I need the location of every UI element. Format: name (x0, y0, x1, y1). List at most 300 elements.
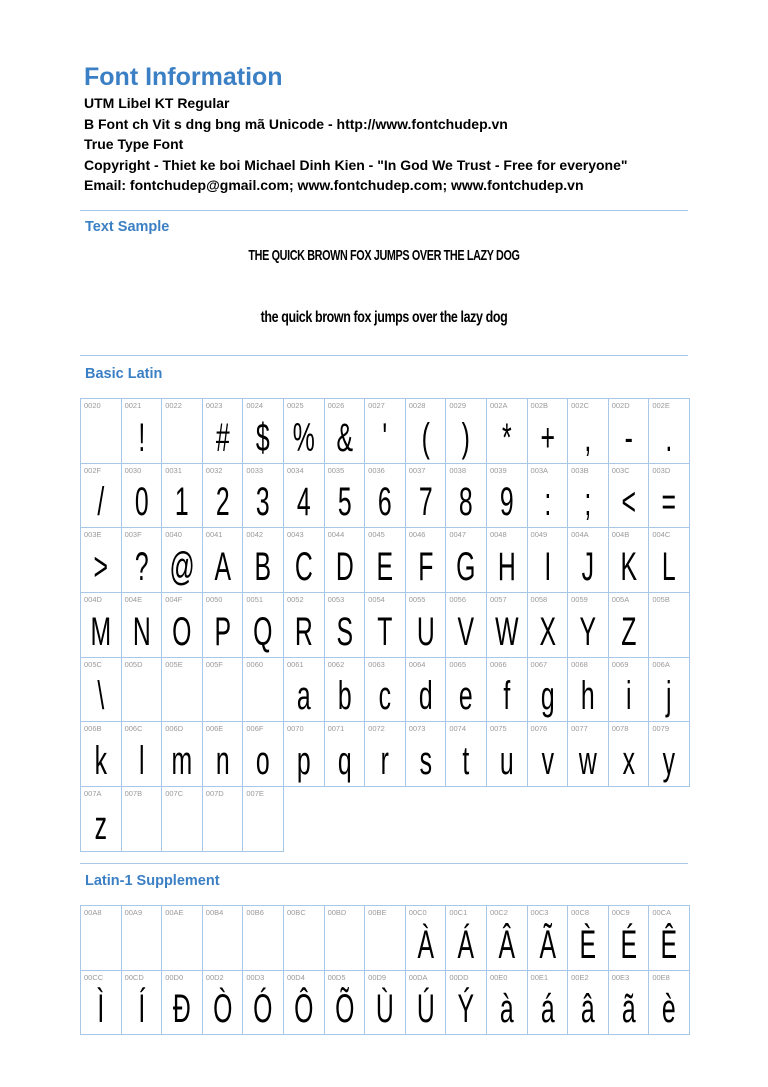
glyph-code: 00C3 (530, 908, 549, 917)
glyph-cell (406, 658, 447, 723)
glyph-char: - (624, 415, 633, 460)
glyph-char: T (377, 609, 393, 654)
glyph-cell (284, 528, 325, 593)
glyph-char: G (456, 545, 476, 590)
glyph-cell (122, 528, 163, 593)
font-name: UTM Libel KT Regular (84, 95, 230, 111)
glyph-char: U (416, 609, 435, 654)
glyph-code: 00D9 (368, 972, 387, 982)
glyph-code: 00A8 (84, 908, 102, 917)
glyph-code: 00CC (84, 972, 104, 982)
glyph-cell (243, 658, 284, 723)
glyph-code: 0026 (327, 401, 345, 410)
glyph-cell (446, 906, 487, 971)
glyph-cell (528, 464, 569, 529)
glyph-cell (649, 971, 690, 1036)
glyph-code: 004B (611, 530, 630, 540)
glyph-char: @ (169, 545, 195, 590)
glyph-char: K (620, 545, 637, 590)
glyph-code: 0031 (165, 465, 182, 475)
glyph-cell (446, 399, 487, 464)
glyph-cell (243, 787, 284, 852)
font-info-block (84, 93, 688, 196)
glyph-cell (528, 593, 569, 658)
glyph-code: 0040 (165, 530, 182, 540)
glyph-cell (528, 971, 569, 1036)
glyph-code: 003B (571, 465, 589, 475)
latin1-heading: Latin-1 Supplement (85, 873, 220, 889)
glyph-code: 0060 (246, 659, 264, 669)
glyph-code: 0035 (327, 465, 345, 475)
glyph-code: 003A (530, 465, 549, 475)
glyph-cell (122, 722, 163, 787)
glyph-char: s (419, 739, 432, 784)
glyph-char: à (499, 987, 514, 1032)
glyph-code: 0041 (205, 530, 223, 540)
glyph-cell (487, 464, 528, 529)
glyph-code: 0057 (489, 595, 507, 605)
glyph-code: 0061 (286, 659, 304, 669)
divider (80, 863, 688, 864)
glyph-code: 0032 (205, 465, 223, 475)
glyph-code: 0047 (449, 530, 467, 540)
glyph-cell (122, 971, 163, 1036)
glyph-cell (528, 722, 569, 787)
glyph-code: 005C (84, 659, 102, 669)
glyph-char: % (292, 415, 315, 460)
glyph-cell (365, 464, 406, 529)
glyph-cell (365, 722, 406, 787)
glyph-code: 005A (611, 595, 630, 605)
font-description: B Font ch Vit s dng bng mã Unicode - http://www.fontchudep.vn (84, 115, 508, 132)
glyph-cell (609, 464, 650, 529)
glyph-cell (649, 528, 690, 593)
glyph-cell (122, 906, 163, 971)
glyph-char: Ò (212, 987, 233, 1032)
glyph-code: 002A (489, 401, 508, 410)
glyph-code: 00BE (368, 908, 387, 917)
glyph-code: 0065 (449, 659, 467, 669)
glyph-char: ã (621, 987, 636, 1032)
glyph-cell (365, 906, 406, 971)
glyph-code: 005B (652, 595, 670, 605)
glyph-cell (487, 399, 528, 464)
glyph-char: o (256, 739, 271, 784)
glyph-cell (528, 399, 569, 464)
glyph-char: Â (498, 922, 516, 967)
glyph-char: y (662, 739, 676, 784)
glyph-code: 006C (124, 724, 143, 734)
glyph-cell (568, 722, 609, 787)
glyph-code: 004F (165, 595, 183, 605)
glyph-cell (609, 971, 650, 1036)
glyph-char: Đ (173, 987, 191, 1032)
glyph-code: 0042 (246, 530, 264, 540)
glyph-code: 0027 (368, 401, 385, 410)
text-sample-heading: Text Sample (85, 219, 170, 235)
glyph-char: J (581, 545, 595, 590)
glyph-code: 00CD (124, 972, 144, 982)
glyph-code: 0078 (611, 724, 629, 734)
glyph-char: w (578, 739, 597, 784)
glyph-char: Ù (375, 987, 394, 1032)
glyph-char: ' (382, 415, 388, 460)
glyph-code: 00D4 (286, 972, 305, 982)
glyph-code: 007C (165, 789, 184, 799)
glyph-code: 0029 (449, 401, 467, 410)
glyph-char: j (666, 674, 672, 719)
glyph-code: 0033 (246, 465, 264, 475)
glyph-char: E (376, 545, 394, 590)
glyph-char: a (296, 674, 311, 719)
glyph-code: 0039 (489, 465, 507, 475)
glyph-code: 0034 (286, 465, 304, 475)
glyph-char: v (541, 739, 554, 784)
glyph-cell (649, 593, 690, 658)
glyph-char: l (138, 739, 145, 784)
glyph-char: X (539, 609, 556, 654)
glyph-cell (203, 906, 244, 971)
glyph-char: È (579, 922, 597, 967)
glyph-cell (406, 464, 447, 529)
glyph-cell (446, 722, 487, 787)
glyph-cell (325, 399, 366, 464)
glyph-char: Í (137, 987, 145, 1032)
glyph-char: â (581, 987, 595, 1032)
glyph-cell (162, 399, 203, 464)
glyph-char: Ì (97, 987, 105, 1032)
glyph-char: 5 (337, 480, 352, 525)
glyph-code: 0045 (368, 530, 385, 540)
glyph-code: 0056 (449, 595, 467, 605)
glyph-code: 004C (652, 530, 671, 540)
glyph-cell (81, 528, 122, 593)
glyph-char: À (417, 922, 434, 967)
glyph-cell (162, 658, 203, 723)
glyph-char: 7 (418, 480, 433, 525)
glyph-char: C (294, 545, 313, 590)
glyph-code: 00E1 (530, 972, 549, 982)
glyph-cell (609, 722, 650, 787)
glyph-code: 00C8 (571, 908, 590, 917)
glyph-char: r (380, 739, 390, 784)
glyph-code: 0068 (571, 659, 588, 669)
glyph-code: 00B6 (246, 908, 264, 917)
glyph-code: 0076 (530, 724, 548, 734)
glyph-cell (568, 593, 609, 658)
glyph-cell (609, 593, 650, 658)
sample-lowercase: the quick brown fox jumps over the lazy dog (260, 309, 508, 326)
glyph-cell (487, 593, 528, 658)
glyph-cell (203, 722, 244, 787)
glyph-cell (406, 593, 447, 658)
glyph-cell (568, 464, 609, 529)
glyph-char: h (581, 674, 595, 719)
glyph-code: 00CA (652, 908, 672, 917)
glyph-code: 003F (124, 530, 142, 540)
glyph-cell (487, 971, 528, 1036)
glyph-cell (568, 906, 609, 971)
glyph-code: 00C2 (489, 908, 508, 917)
glyph-code: 003E (84, 530, 102, 540)
glyph-cell (568, 399, 609, 464)
glyph-code: 002C (571, 401, 590, 410)
glyph-cell (284, 722, 325, 787)
glyph-char: Á (457, 922, 475, 967)
basic-latin-heading: Basic Latin (85, 366, 163, 382)
glyph-char: x (622, 739, 635, 784)
glyph-code: 0049 (530, 530, 548, 540)
glyph-code: 00C0 (408, 908, 427, 917)
glyph-char: & (336, 415, 353, 460)
glyph-char: P (214, 609, 231, 654)
glyph-char: . (665, 415, 673, 460)
glyph-char: + (540, 415, 555, 460)
glyph-code: 0074 (449, 724, 467, 734)
glyph-char: p (296, 739, 311, 784)
glyph-char: z (94, 803, 107, 848)
glyph-cell (568, 528, 609, 593)
glyph-char: 8 (459, 480, 474, 525)
glyph-char: Ý (457, 987, 475, 1032)
glyph-char: Ã (539, 922, 556, 967)
font-copyright: Copyright - Thiet ke boi Michael Dinh Kien - "In God We Trust - Free for everyone" (84, 156, 628, 173)
glyph-cell (487, 528, 528, 593)
glyph-char: n (215, 739, 230, 784)
glyph-code: 0075 (489, 724, 507, 734)
glyph-char: i (625, 674, 632, 719)
glyph-char: A (214, 545, 231, 590)
glyph-cell (649, 464, 690, 529)
glyph-char: # (215, 415, 230, 460)
glyph-code: 0079 (652, 724, 669, 734)
glyph-code: 00C9 (611, 908, 630, 917)
glyph-code: 00D5 (327, 972, 346, 982)
glyph-code: 00AE (165, 908, 184, 917)
glyph-char: Y (579, 609, 597, 654)
glyph-cell (325, 906, 366, 971)
glyph-char: 9 (499, 480, 514, 525)
glyph-char: Ê (660, 922, 678, 967)
glyph-code: 00E0 (489, 972, 508, 982)
glyph-code: 0023 (205, 401, 223, 410)
glyph-cell (325, 528, 366, 593)
glyph-cell (162, 971, 203, 1036)
glyph-cell (81, 399, 122, 464)
glyph-code: 0077 (571, 724, 588, 734)
glyph-code: 006F (246, 724, 264, 734)
glyph-cell (162, 906, 203, 971)
glyph-code: 00BC (286, 908, 306, 917)
glyph-code: 002F (84, 465, 102, 475)
glyph-code: 0020 (84, 401, 101, 410)
glyph-cell (81, 722, 122, 787)
glyph-code: 007A (84, 789, 102, 799)
page-title: Font Information (84, 63, 283, 91)
glyph-cell (325, 593, 366, 658)
glyph-char: ! (137, 415, 145, 460)
glyph-code: 0030 (124, 465, 142, 475)
glyph-cell (203, 658, 244, 723)
glyph-code: 0058 (530, 595, 548, 605)
glyph-code: 00E8 (652, 972, 670, 982)
glyph-char: : (543, 480, 551, 525)
glyph-cell (81, 464, 122, 529)
glyph-code: 002D (611, 401, 630, 410)
glyph-char: b (337, 674, 352, 719)
glyph-cell (609, 528, 650, 593)
glyph-char: u (499, 739, 514, 784)
glyph-cell (203, 464, 244, 529)
glyph-char: , (584, 415, 592, 460)
glyph-char: ? (134, 545, 149, 590)
glyph-char: B (254, 545, 272, 590)
glyph-char: Q (253, 609, 273, 654)
glyph-code: 0052 (286, 595, 304, 605)
glyph-char: Õ (334, 987, 355, 1032)
glyph-char: M (90, 609, 112, 654)
glyph-code: 004E (124, 595, 143, 605)
glyph-char: 2 (215, 480, 230, 525)
glyph-code: 005E (165, 659, 183, 669)
glyph-cell (284, 593, 325, 658)
font-contact: Email: fontchudep@gmail.com; www.fontchudep.com; www.fontchudep.vn (84, 177, 584, 193)
glyph-code: 0072 (368, 724, 385, 734)
glyph-cell (609, 658, 650, 723)
glyph-code: 0054 (368, 595, 385, 605)
glyph-code: 0069 (611, 659, 629, 669)
glyph-cell (162, 528, 203, 593)
glyph-cell (122, 593, 163, 658)
glyph-code: 00B4 (205, 908, 224, 917)
glyph-cell (446, 464, 487, 529)
glyph-char: N (132, 609, 151, 654)
glyph-char: è (662, 987, 677, 1032)
glyph-cell (203, 787, 244, 852)
glyph-cell (203, 593, 244, 658)
glyph-char: $ (256, 415, 271, 460)
glyph-cell (487, 722, 528, 787)
glyph-code: 006B (84, 724, 102, 734)
font-type: True Type Font (84, 136, 184, 152)
glyph-code: 0036 (368, 465, 385, 475)
glyph-code: 0025 (286, 401, 304, 410)
glyph-cell (162, 722, 203, 787)
glyph-cell (609, 906, 650, 971)
glyph-cell (284, 399, 325, 464)
glyph-code: 00C1 (449, 908, 468, 917)
glyph-char: ) (462, 415, 471, 460)
glyph-cell (528, 906, 569, 971)
font-info-page (84, 62, 688, 196)
glyph-cell (446, 528, 487, 593)
glyph-char: F (417, 545, 434, 590)
glyph-char: Z (620, 609, 637, 654)
glyph-cell (406, 906, 447, 971)
glyph-cell (325, 722, 366, 787)
glyph-code: 0043 (286, 530, 304, 540)
glyph-cell (203, 528, 244, 593)
glyph-cell (81, 658, 122, 723)
glyph-char: g (540, 674, 555, 719)
glyph-cell (284, 658, 325, 723)
glyph-cell (243, 528, 284, 593)
glyph-cell (649, 399, 690, 464)
glyph-cell (649, 906, 690, 971)
glyph-cell (487, 906, 528, 971)
glyph-code: 00D3 (246, 972, 265, 982)
glyph-cell (446, 971, 487, 1036)
glyph-code: 007E (246, 789, 264, 799)
glyph-code: 0059 (571, 595, 588, 605)
glyph-code: 003D (652, 465, 671, 475)
glyph-char: á (540, 987, 555, 1032)
glyph-char: É (620, 922, 637, 967)
glyph-cell (122, 658, 163, 723)
glyph-cell (81, 906, 122, 971)
basic-latin-grid (80, 398, 690, 852)
glyph-cell (284, 464, 325, 529)
glyph-code: 00BD (327, 908, 347, 917)
glyph-char: q (337, 739, 352, 784)
glyph-code: 00A9 (124, 908, 143, 917)
glyph-code: 005D (124, 659, 143, 669)
glyph-code: 006A (652, 659, 670, 669)
glyph-char: t (462, 739, 470, 784)
glyph-code: 004A (571, 530, 589, 540)
glyph-char: f (503, 674, 511, 719)
glyph-char: / (97, 480, 105, 525)
glyph-code: 007B (124, 789, 143, 799)
glyph-cell (243, 906, 284, 971)
glyph-char: d (418, 674, 433, 719)
glyph-cell (284, 906, 325, 971)
glyph-cell (365, 658, 406, 723)
glyph-char: Ó (253, 987, 273, 1032)
glyph-code: 0064 (408, 659, 426, 669)
glyph-code: 0051 (246, 595, 264, 605)
glyph-cell (325, 658, 366, 723)
glyph-code: 0066 (489, 659, 507, 669)
glyph-code: 0022 (165, 401, 182, 410)
glyph-code: 007D (205, 789, 224, 799)
glyph-cell (284, 971, 325, 1036)
glyph-cell (649, 722, 690, 787)
glyph-cell (81, 971, 122, 1036)
glyph-cell (243, 464, 284, 529)
glyph-cell (487, 658, 528, 723)
glyph-code: 0037 (408, 465, 426, 475)
glyph-code: 0038 (449, 465, 467, 475)
glyph-char: I (543, 545, 551, 590)
glyph-cell (528, 528, 569, 593)
glyph-char: Ô (294, 987, 314, 1032)
glyph-char: e (459, 674, 474, 719)
glyph-code: 00DA (408, 972, 428, 982)
glyph-char: W (495, 609, 519, 654)
glyph-code: 0021 (124, 401, 142, 410)
glyph-cell (203, 971, 244, 1036)
glyph-cell (162, 787, 203, 852)
glyph-code: 0071 (327, 724, 345, 734)
glyph-cell (325, 971, 366, 1036)
glyph-char: c (378, 674, 392, 719)
glyph-cell (81, 787, 122, 852)
glyph-cell (446, 593, 487, 658)
glyph-cell (243, 399, 284, 464)
glyph-cell (162, 464, 203, 529)
glyph-code: 006D (165, 724, 184, 734)
